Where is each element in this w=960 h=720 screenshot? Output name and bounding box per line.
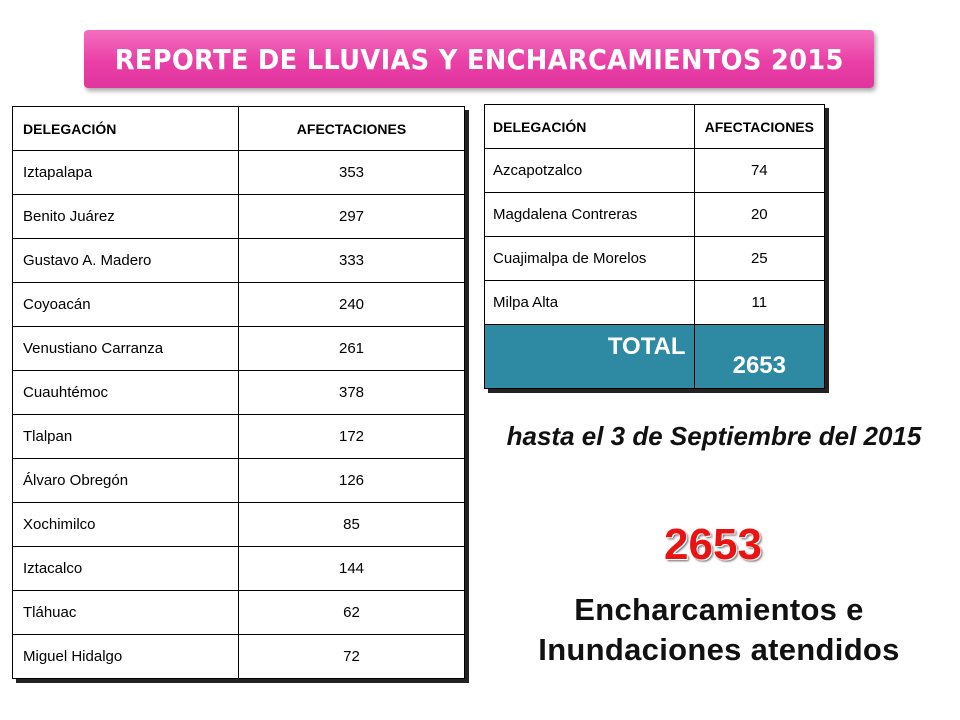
afectaciones-cell: 126 (239, 459, 465, 503)
delegacion-cell: Iztapalapa (13, 151, 239, 195)
afectaciones-cell: 333 (239, 239, 465, 283)
afectaciones-cell: 297 (239, 195, 465, 239)
total-label: TOTAL (485, 325, 695, 389)
delegacion-cell: Venustiano Carranza (13, 327, 239, 371)
table-row (13, 239, 465, 283)
afectaciones-cell: 353 (239, 151, 465, 195)
delegacion-cell: Azcapotzalco (485, 149, 695, 193)
delegacion-cell: Magdalena Contreras (485, 193, 695, 237)
delegacion-cell: Tláhuac (13, 591, 239, 635)
table-row (13, 371, 465, 415)
table-header-row (13, 107, 465, 151)
table-row (485, 149, 825, 193)
date-note: hasta el 3 de Septiembre del 2015 (506, 421, 922, 451)
table-row (13, 503, 465, 547)
table-row (13, 459, 465, 503)
delegacion-cell: Cuauhtémoc (13, 371, 239, 415)
delegacion-cell: Álvaro Obregón (13, 459, 239, 503)
table-row (485, 281, 825, 325)
table-row (13, 327, 465, 371)
delegacion-cell: Cuajimalpa de Morelos (485, 237, 695, 281)
afectaciones-cell: 240 (239, 283, 465, 327)
column-header-afectaciones: AFECTACIONES (239, 107, 465, 151)
table-row (485, 193, 825, 237)
afectaciones-cell: 378 (239, 371, 465, 415)
table-row (13, 635, 465, 679)
table-row (13, 195, 465, 239)
afectaciones-cell: 85 (239, 503, 465, 547)
delegacion-cell: Iztacalco (13, 547, 239, 591)
delegacion-cell: Gustavo A. Madero (13, 239, 239, 283)
afectaciones-cell: 72 (239, 635, 465, 679)
afectaciones-cell: 172 (239, 415, 465, 459)
delegaciones-table-right (484, 104, 825, 389)
delegacion-cell: Miguel Hidalgo (13, 635, 239, 679)
total-highlight-number: 2653 (664, 520, 762, 569)
afectaciones-cell: 261 (239, 327, 465, 371)
afectaciones-cell: 74 (694, 149, 824, 193)
column-header-delegacion: DELEGACIÓN (13, 107, 239, 151)
table-row (13, 283, 465, 327)
title-banner (84, 30, 874, 88)
delegacion-cell: Milpa Alta (485, 281, 695, 325)
table-row (13, 591, 465, 635)
column-header-afectaciones: AFECTACIONES (694, 105, 824, 149)
table-row (13, 547, 465, 591)
afectaciones-cell: 25 (694, 237, 824, 281)
afectaciones-cell: 11 (694, 281, 824, 325)
afectaciones-cell: 62 (239, 591, 465, 635)
delegaciones-table-left (12, 106, 465, 679)
table-row (13, 415, 465, 459)
total-row (485, 325, 825, 389)
afectaciones-cell: 144 (239, 547, 465, 591)
table-header-row (485, 105, 825, 149)
delegacion-cell: Benito Juárez (13, 195, 239, 239)
afectaciones-cell: 20 (694, 193, 824, 237)
page-title: REPORTE DE LLUVIAS Y ENCHARCAMIENTOS 2015 (114, 42, 844, 76)
delegacion-cell: Tlalpan (13, 415, 239, 459)
delegacion-cell: Xochimilco (13, 503, 239, 547)
delegacion-cell: Coyoacán (13, 283, 239, 327)
table-row (485, 237, 825, 281)
summary-caption: Encharcamientos e Inundaciones atendidos (538, 592, 900, 667)
total-value: 2653 (694, 325, 824, 389)
column-header-delegacion: DELEGACIÓN (485, 105, 695, 149)
table-row (13, 151, 465, 195)
